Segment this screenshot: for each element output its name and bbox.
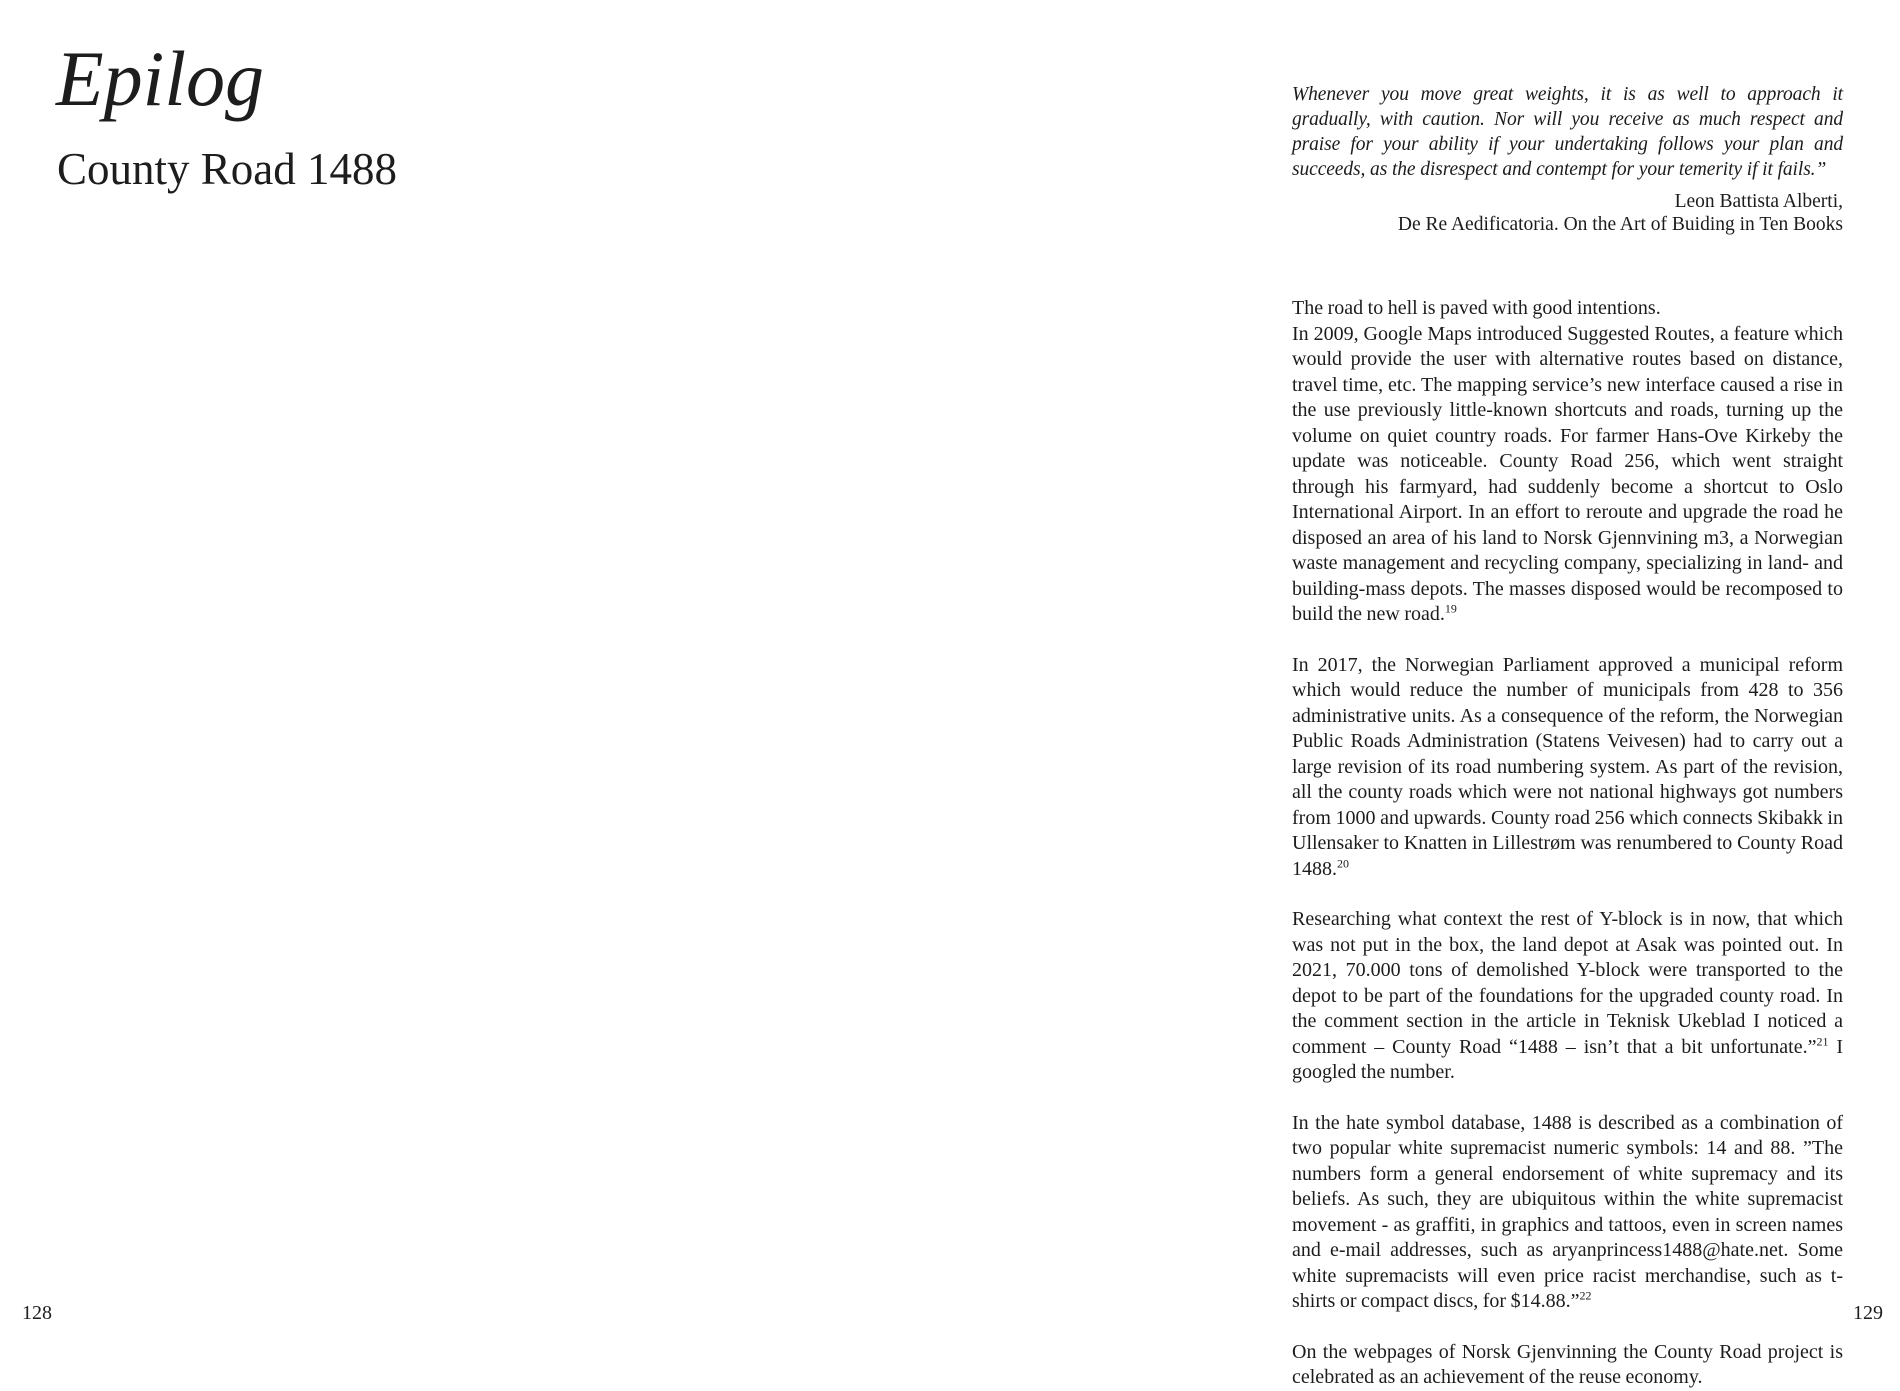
body-paragraph: On the webpages of Norsk Gjenvinning the County Road project is celebrated as an achievement of the reuse economy. [1292,1340,1843,1388]
body-paragraph: In the hate symbol database, 1488 is described as a combination of two popular white supremacist numeric symbols: 14 and 88. ”The numbers form a general endorsement of white supremacy and its beliefs. As such, they are ubiquitous within the white supremacist movement - as graffiti, in graphics and tattoos, even in screen names and e-mail addresses, such as aryanprincess1488@hate.net. Some white supremacists will even price racist merchandise, such as t-shirts or compact discs, for $14.88.”$^{22}$ [1292,1111,1843,1312]
epigraph-attribution [1292,190,1843,236]
page-number-left: 128 [22,1302,52,1324]
body-text [1292,296,1843,1391]
epigraph-quote: Whenever you move great weights, it is as well to approach it gradually, with caution. Nor will you receive as much respect and praise for your ability if your undertaking follows your plan and succeeds, as the disrespect and contempt for your temerity if it fails.” [1292,84,1843,180]
footnote-reference: 20 [1337,855,1349,870]
attribution-line: Leon Battista Alberti, [1674,191,1843,212]
body-paragraph: The road to hell is paved with good intentions. In 2009, Google Maps introduced Suggested Routes, a feature which would provide the user with alternative routes based on distance, travel time, etc. The mapping service’s new interface caused a rise in the use previously little-known shortcuts and roads, turning up the volume on quiet country roads. For farmer Hans-Ove Kirkeby the update was noticeable. County Road 256, which went straight through his farmyard, had suddenly become a shortcut to Oslo International Airport. In an effort to reroute and upgrade the road he disposed an area of his land to Norsk Gjennvining m3, a Norwegian waste management and recycling company, specializing in land- and building-mass depots. The masses disposed would be recomposed to build the new road.$^{19}$ [1292,297,1843,625]
footnote-reference: 22 [1579,1288,1592,1303]
attribution-line: De Re Aedificatoria. On the Art of Buiding in Ten Books [1397,214,1843,235]
chapter-subtitle: County Road 1488 [57,144,398,194]
footnote-reference: 21 [1816,1033,1829,1048]
text-column [1292,82,1843,1391]
body-paragraph: In 2017, the Norwegian Parliament approved a municipal reform which would reduce the number of municipals from 428 to 356 administrative units. As a consequence of the reform, the Norwegian Public Roads Administration (Statens Veivesen) had to carry out a large revision of its road numbering system. As part of the revision, all the county roads which were not national highways got numbers from 1000 and upwards. County road 256 which connects Skibakk in Ullensaker to Knatten in Lillestrøm was renumbered to County Road 1488.20 [1292,653,1843,880]
body-paragraph: Researching what context the rest of Y-block is in now, that which was not put in the box, the land depot at Asak was pointed out. In 2021, 70.000 tons of demolished Y-block were transported to the depot to be part of the foundations for the upgraded county road. In the comment section in the article in Teknisk Ukeblad I noticed a comment – County Road “1488 – isn’t that a bit unfortunate.”$^{21}$ I googled the number. [1292,908,1843,1083]
chapter-title: Epilog [56,35,264,122]
page-number-right: 129 [1853,1302,1883,1324]
footnote-reference: 19 [1444,601,1457,616]
